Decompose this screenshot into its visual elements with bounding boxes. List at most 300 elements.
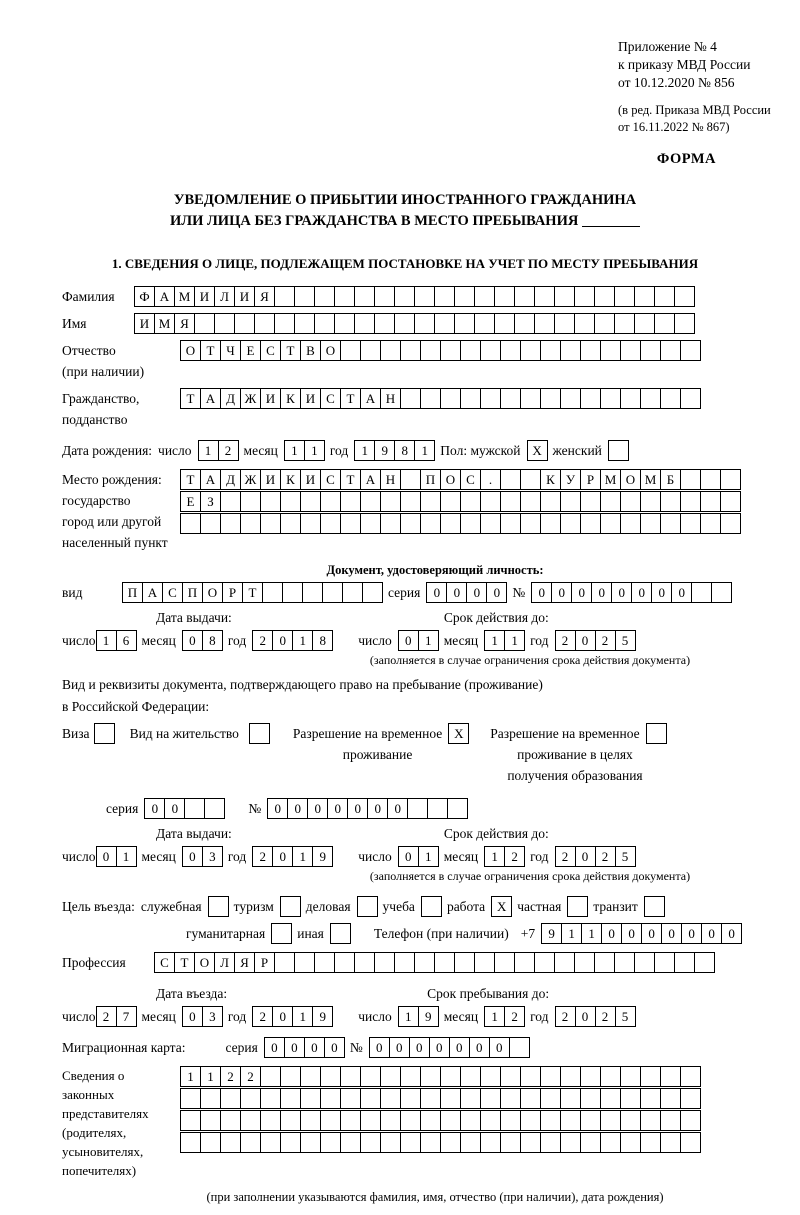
citizenship-cell[interactable]: Ж: [240, 388, 261, 409]
permit-number-cell[interactable]: 0: [387, 798, 408, 819]
birthplace-2-cell[interactable]: [440, 491, 461, 512]
doc-issue-year-cell[interactable]: 8: [312, 630, 333, 651]
sex-male-cell[interactable]: X: [527, 440, 548, 461]
patronymic-cell[interactable]: [360, 340, 381, 361]
profession-cell[interactable]: [314, 952, 335, 973]
entry-year-cell[interactable]: 2: [252, 1006, 273, 1027]
name-cell[interactable]: [394, 313, 415, 334]
birthplace-1-cell[interactable]: Д: [220, 469, 241, 490]
permit-valid-month-input[interactable]: [484, 846, 524, 867]
birthplace-row-1[interactable]: [180, 469, 740, 490]
surname-cell[interactable]: М: [174, 286, 195, 307]
name-cell[interactable]: [314, 313, 335, 334]
surname-cell[interactable]: [294, 286, 315, 307]
rep-2-cell[interactable]: [420, 1088, 441, 1109]
birthplace-3-cell[interactable]: [480, 513, 501, 534]
name-cell[interactable]: [654, 313, 675, 334]
rep-1-cell[interactable]: [680, 1066, 701, 1087]
rep-3-cell[interactable]: [620, 1110, 641, 1131]
rep-3-cell[interactable]: [420, 1110, 441, 1131]
permit-issue-year-cell[interactable]: 2: [252, 846, 273, 867]
surname-cell[interactable]: [614, 286, 635, 307]
permit-number-cell[interactable]: [447, 798, 468, 819]
name-cell[interactable]: [534, 313, 555, 334]
citizenship-cell[interactable]: [540, 388, 561, 409]
birthplace-1-cell[interactable]: Т: [340, 469, 361, 490]
birthplace-2-cell[interactable]: [260, 491, 281, 512]
patronymic-cell[interactable]: В: [300, 340, 321, 361]
rep-2-cell[interactable]: [380, 1088, 401, 1109]
birthplace-row-2[interactable]: [180, 491, 740, 512]
rep-1-cell[interactable]: [300, 1066, 321, 1087]
citizenship-cell[interactable]: [640, 388, 661, 409]
surname-cell[interactable]: [414, 286, 435, 307]
profession-cell[interactable]: [494, 952, 515, 973]
permit-valid-year-cell[interactable]: 0: [575, 846, 596, 867]
birthplace-1-cell[interactable]: И: [300, 469, 321, 490]
birthplace-2-cell[interactable]: [600, 491, 621, 512]
doc-type-input[interactable]: [122, 582, 382, 603]
rep-2-cell[interactable]: [300, 1088, 321, 1109]
patronymic-cell[interactable]: [620, 340, 641, 361]
name-cell[interactable]: И: [134, 313, 155, 334]
stay-year-cell[interactable]: 2: [595, 1006, 616, 1027]
entry-day-cell[interactable]: 2: [96, 1006, 117, 1027]
profession-cell[interactable]: Я: [234, 952, 255, 973]
rep-1-cell[interactable]: [500, 1066, 521, 1087]
phone-input[interactable]: [541, 923, 741, 944]
rep-3-cell[interactable]: [460, 1110, 481, 1131]
permit-number-cell[interactable]: [427, 798, 448, 819]
surname-cell[interactable]: [454, 286, 475, 307]
birthplace-2-cell[interactable]: [340, 491, 361, 512]
birthplace-2-cell[interactable]: [380, 491, 401, 512]
rep-2-cell[interactable]: [200, 1088, 221, 1109]
patronymic-cell[interactable]: [380, 340, 401, 361]
rep-3-cell[interactable]: [360, 1110, 381, 1131]
name-cell[interactable]: [494, 313, 515, 334]
rep-3-cell[interactable]: [640, 1110, 661, 1131]
citizenship-cell[interactable]: [480, 388, 501, 409]
rep-3-cell[interactable]: [400, 1110, 421, 1131]
birthplace-1-cell[interactable]: Р: [580, 469, 601, 490]
rep-1-cell[interactable]: [520, 1066, 541, 1087]
surname-cell[interactable]: [654, 286, 675, 307]
doc-type-cell[interactable]: Р: [222, 582, 243, 603]
birth-day-cell[interactable]: 1: [198, 440, 219, 461]
sex-male-checkbox[interactable]: [527, 440, 547, 461]
birthplace-2-cell[interactable]: [700, 491, 721, 512]
permit-valid-day-input[interactable]: [398, 846, 438, 867]
rep-1-cell[interactable]: [620, 1066, 641, 1087]
doc-type-cell[interactable]: [302, 582, 323, 603]
purpose-checkbox-0[interactable]: [208, 896, 229, 917]
stay-day-cell[interactable]: 9: [418, 1006, 439, 1027]
birthplace-2-cell[interactable]: [220, 491, 241, 512]
rep-4-cell[interactable]: [500, 1132, 521, 1153]
birthplace-3-cell[interactable]: [560, 513, 581, 534]
rep-3-cell[interactable]: [280, 1110, 301, 1131]
doc-valid-month-cell[interactable]: 1: [484, 630, 505, 651]
permit-issue-year-cell[interactable]: 0: [272, 846, 293, 867]
rep-1-cell[interactable]: 1: [180, 1066, 201, 1087]
name-cell[interactable]: [374, 313, 395, 334]
permit-valid-month-cell[interactable]: 2: [504, 846, 525, 867]
rep-3-cell[interactable]: [480, 1110, 501, 1131]
patronymic-cell[interactable]: Т: [280, 340, 301, 361]
birth-month-cell[interactable]: 1: [304, 440, 325, 461]
patronymic-cell[interactable]: [540, 340, 561, 361]
profession-cell[interactable]: [394, 952, 415, 973]
birthplace-3-cell[interactable]: [360, 513, 381, 534]
birthplace-3-cell[interactable]: [580, 513, 601, 534]
doc-issue-day-cell[interactable]: 1: [96, 630, 117, 651]
profession-cell[interactable]: [534, 952, 555, 973]
rep-row-4[interactable]: [180, 1132, 700, 1153]
doc-number-cell[interactable]: 0: [631, 582, 652, 603]
phone-cell[interactable]: 0: [641, 923, 662, 944]
doc-issue-month-cell[interactable]: 0: [182, 630, 203, 651]
permit-number-cell[interactable]: 0: [347, 798, 368, 819]
purpose2-checkbox-0[interactable]: [271, 923, 292, 944]
birthplace-2-cell[interactable]: [400, 491, 421, 512]
name-cell[interactable]: [614, 313, 635, 334]
rep-1-cell[interactable]: [560, 1066, 581, 1087]
citizenship-cell[interactable]: Д: [220, 388, 241, 409]
rep-2-cell[interactable]: [480, 1088, 501, 1109]
birthplace-1-cell[interactable]: [680, 469, 701, 490]
doc-number-cell[interactable]: 0: [611, 582, 632, 603]
surname-input[interactable]: [134, 286, 694, 307]
profession-input[interactable]: [154, 952, 714, 973]
birthplace-3-cell[interactable]: [500, 513, 521, 534]
birthplace-3-cell[interactable]: [460, 513, 481, 534]
phone-cell[interactable]: 1: [561, 923, 582, 944]
birthplace-2-cell[interactable]: [560, 491, 581, 512]
rep-1-cell[interactable]: [320, 1066, 341, 1087]
birthplace-3-cell[interactable]: [420, 513, 441, 534]
patronymic-cell[interactable]: [440, 340, 461, 361]
name-cell[interactable]: [474, 313, 495, 334]
rep-row-1[interactable]: [180, 1066, 700, 1087]
birthplace-3-cell[interactable]: [180, 513, 201, 534]
birthplace-3-cell[interactable]: [280, 513, 301, 534]
citizenship-cell[interactable]: [520, 388, 541, 409]
citizenship-cell[interactable]: И: [260, 388, 281, 409]
surname-cell[interactable]: [674, 286, 695, 307]
purpose-checkbox-2[interactable]: [357, 896, 378, 917]
rep-4-cell[interactable]: [260, 1132, 281, 1153]
rep-row-3[interactable]: [180, 1110, 700, 1131]
mc-number-cell[interactable]: 0: [389, 1037, 410, 1058]
rep-4-cell[interactable]: [440, 1132, 461, 1153]
birthplace-2-cell[interactable]: [540, 491, 561, 512]
rep-3-cell[interactable]: [540, 1110, 561, 1131]
phone-cell[interactable]: 0: [601, 923, 622, 944]
permit-number-cell[interactable]: 0: [367, 798, 388, 819]
birthplace-1-cell[interactable]: А: [360, 469, 381, 490]
name-input[interactable]: [134, 313, 694, 334]
doc-series-input[interactable]: [426, 582, 506, 603]
patronymic-cell[interactable]: О: [180, 340, 201, 361]
rep-4-cell[interactable]: [420, 1132, 441, 1153]
birthplace-1-cell[interactable]: А: [200, 469, 221, 490]
stay-month-cell[interactable]: 2: [504, 1006, 525, 1027]
birthplace-3-cell[interactable]: [380, 513, 401, 534]
birthplace-3-cell[interactable]: [200, 513, 221, 534]
surname-cell[interactable]: И: [194, 286, 215, 307]
patronymic-cell[interactable]: [600, 340, 621, 361]
citizenship-cell[interactable]: [420, 388, 441, 409]
permit-series-input[interactable]: [144, 798, 224, 819]
permit-issue-month-input[interactable]: [182, 846, 222, 867]
rep-2-cell[interactable]: [660, 1088, 681, 1109]
rep-1-cell[interactable]: [460, 1066, 481, 1087]
profession-cell[interactable]: [294, 952, 315, 973]
rep-3-cell[interactable]: [320, 1110, 341, 1131]
doc-valid-day-input[interactable]: [398, 630, 438, 651]
doc-series-cell[interactable]: 0: [426, 582, 447, 603]
birth-day-input[interactable]: [198, 440, 238, 461]
patronymic-cell[interactable]: Ч: [220, 340, 241, 361]
rep-4-cell[interactable]: [480, 1132, 501, 1153]
birth-year-cell[interactable]: 9: [374, 440, 395, 461]
birthplace-3-cell[interactable]: [440, 513, 461, 534]
surname-cell[interactable]: [314, 286, 335, 307]
doc-valid-day-cell[interactable]: 0: [398, 630, 419, 651]
doc-valid-month-input[interactable]: [484, 630, 524, 651]
entry-day-input[interactable]: [96, 1006, 136, 1027]
birthplace-2-cell[interactable]: [520, 491, 541, 512]
mc-number-cell[interactable]: 0: [469, 1037, 490, 1058]
citizenship-cell[interactable]: [660, 388, 681, 409]
purpose-checkbox-6[interactable]: [644, 896, 665, 917]
permit-number-input[interactable]: [267, 798, 467, 819]
rep-2-cell[interactable]: [240, 1088, 261, 1109]
mc-series-cell[interactable]: 0: [324, 1037, 345, 1058]
permit-issue-year-cell[interactable]: 9: [312, 846, 333, 867]
visa-cell[interactable]: [94, 723, 115, 744]
name-cell[interactable]: [234, 313, 255, 334]
rep-1-cell[interactable]: [360, 1066, 381, 1087]
birthplace-3-cell[interactable]: [600, 513, 621, 534]
birth-year-input[interactable]: [354, 440, 434, 461]
rep-3-cell[interactable]: [180, 1110, 201, 1131]
permit-series-cell[interactable]: [184, 798, 205, 819]
doc-number-cell[interactable]: 0: [671, 582, 692, 603]
rep-3-cell[interactable]: [440, 1110, 461, 1131]
birthplace-1-cell[interactable]: М: [640, 469, 661, 490]
rep-2-cell[interactable]: [540, 1088, 561, 1109]
rep-3-cell[interactable]: [680, 1110, 701, 1131]
sex-female-cell[interactable]: [608, 440, 629, 461]
doc-issue-month-cell[interactable]: 8: [202, 630, 223, 651]
patronymic-cell[interactable]: [480, 340, 501, 361]
birthplace-1-cell[interactable]: П: [420, 469, 441, 490]
rep-3-cell[interactable]: [560, 1110, 581, 1131]
profession-cell[interactable]: С: [154, 952, 175, 973]
birthplace-1-cell[interactable]: С: [460, 469, 481, 490]
mc-number-cell[interactable]: 0: [449, 1037, 470, 1058]
birthplace-3-cell[interactable]: [660, 513, 681, 534]
citizenship-cell[interactable]: И: [300, 388, 321, 409]
rep-1-cell[interactable]: [580, 1066, 601, 1087]
stay-year-cell[interactable]: 2: [555, 1006, 576, 1027]
purpose2-checkbox-1[interactable]: [330, 923, 351, 944]
rep-4-cell[interactable]: [200, 1132, 221, 1153]
doc-valid-year-input[interactable]: [555, 630, 635, 651]
stay-year-cell[interactable]: 0: [575, 1006, 596, 1027]
doc-issue-month-input[interactable]: [182, 630, 222, 651]
doc-type-cell[interactable]: [322, 582, 343, 603]
rep-1-cell[interactable]: [440, 1066, 461, 1087]
visa-checkbox[interactable]: [94, 723, 114, 744]
doc-series-cell[interactable]: 0: [446, 582, 467, 603]
birthplace-3-cell[interactable]: [520, 513, 541, 534]
surname-cell[interactable]: [274, 286, 295, 307]
profession-cell[interactable]: Т: [174, 952, 195, 973]
birthplace-1-cell[interactable]: [720, 469, 741, 490]
patronymic-cell[interactable]: [500, 340, 521, 361]
rep-4-cell[interactable]: [560, 1132, 581, 1153]
doc-series-cell[interactable]: 0: [486, 582, 507, 603]
doc-type-cell[interactable]: Т: [242, 582, 263, 603]
migration-series-input[interactable]: [264, 1037, 344, 1058]
patronymic-cell[interactable]: [560, 340, 581, 361]
rep-2-cell[interactable]: [400, 1088, 421, 1109]
rep-1-cell[interactable]: [420, 1066, 441, 1087]
surname-cell[interactable]: [554, 286, 575, 307]
profession-cell[interactable]: [654, 952, 675, 973]
doc-type-cell[interactable]: П: [122, 582, 143, 603]
birthplace-1-cell[interactable]: О: [440, 469, 461, 490]
rep-4-cell[interactable]: [580, 1132, 601, 1153]
birthplace-1-cell[interactable]: .: [480, 469, 501, 490]
rep-1-cell[interactable]: 1: [200, 1066, 221, 1087]
doc-type-cell[interactable]: О: [202, 582, 223, 603]
profession-cell[interactable]: [634, 952, 655, 973]
permit-number-cell[interactable]: 0: [327, 798, 348, 819]
citizenship-cell[interactable]: [500, 388, 521, 409]
rep-3-cell[interactable]: [260, 1110, 281, 1131]
rep-4-cell[interactable]: [320, 1132, 341, 1153]
patronymic-cell[interactable]: С: [260, 340, 281, 361]
birthplace-2-cell[interactable]: [460, 491, 481, 512]
permit-series-cell[interactable]: [204, 798, 225, 819]
birthplace-1-cell[interactable]: М: [600, 469, 621, 490]
entry-year-input[interactable]: [252, 1006, 332, 1027]
patronymic-cell[interactable]: [340, 340, 361, 361]
rep-3-cell[interactable]: [660, 1110, 681, 1131]
doc-type-cell[interactable]: С: [162, 582, 183, 603]
mc-series-cell[interactable]: 0: [264, 1037, 285, 1058]
birthplace-2-cell[interactable]: [720, 491, 741, 512]
profession-cell[interactable]: [434, 952, 455, 973]
birthplace-2-cell[interactable]: [280, 491, 301, 512]
birthplace-2-cell[interactable]: [580, 491, 601, 512]
birthplace-2-cell[interactable]: [320, 491, 341, 512]
rep-3-cell[interactable]: [340, 1110, 361, 1131]
doc-number-cell[interactable]: [691, 582, 712, 603]
birthplace-2-cell[interactable]: [360, 491, 381, 512]
rep-4-cell[interactable]: [620, 1132, 641, 1153]
stay-year-input[interactable]: [555, 1006, 635, 1027]
surname-cell[interactable]: Ф: [134, 286, 155, 307]
birthplace-3-cell[interactable]: [300, 513, 321, 534]
profession-cell[interactable]: [414, 952, 435, 973]
permit-issue-day-cell[interactable]: 1: [116, 846, 137, 867]
patronymic-cell[interactable]: [680, 340, 701, 361]
rep-2-cell[interactable]: [520, 1088, 541, 1109]
rep-4-cell[interactable]: [680, 1132, 701, 1153]
doc-type-cell[interactable]: П: [182, 582, 203, 603]
rep-4-cell[interactable]: [640, 1132, 661, 1153]
entry-month-cell[interactable]: 0: [182, 1006, 203, 1027]
citizenship-cell[interactable]: А: [200, 388, 221, 409]
surname-cell[interactable]: Я: [254, 286, 275, 307]
doc-type-cell[interactable]: [262, 582, 283, 603]
birthplace-3-cell[interactable]: [320, 513, 341, 534]
birthplace-3-cell[interactable]: [240, 513, 261, 534]
citizenship-cell[interactable]: [400, 388, 421, 409]
birthplace-2-cell[interactable]: Е: [180, 491, 201, 512]
birthplace-2-cell[interactable]: [620, 491, 641, 512]
name-cell[interactable]: [274, 313, 295, 334]
birthplace-2-cell[interactable]: [640, 491, 661, 512]
doc-number-cell[interactable]: 0: [551, 582, 572, 603]
surname-cell[interactable]: [394, 286, 415, 307]
edu-permit-cell[interactable]: [646, 723, 667, 744]
birthplace-row-3[interactable]: [180, 513, 740, 534]
stay-day-input[interactable]: [398, 1006, 438, 1027]
citizenship-cell[interactable]: [680, 388, 701, 409]
birth-month-cell[interactable]: 1: [284, 440, 305, 461]
rep-3-cell[interactable]: [240, 1110, 261, 1131]
rep-1-cell[interactable]: [660, 1066, 681, 1087]
birthplace-2-cell[interactable]: [480, 491, 501, 512]
doc-number-cell[interactable]: 0: [571, 582, 592, 603]
surname-cell[interactable]: [534, 286, 555, 307]
citizenship-cell[interactable]: Т: [180, 388, 201, 409]
rep-2-cell[interactable]: [580, 1088, 601, 1109]
rep-4-cell[interactable]: [340, 1132, 361, 1153]
patronymic-cell[interactable]: [520, 340, 541, 361]
citizenship-cell[interactable]: [460, 388, 481, 409]
name-cell[interactable]: [434, 313, 455, 334]
profession-cell[interactable]: [274, 952, 295, 973]
citizenship-cell[interactable]: [440, 388, 461, 409]
rep-2-cell[interactable]: [260, 1088, 281, 1109]
patronymic-cell[interactable]: [460, 340, 481, 361]
birthplace-3-cell[interactable]: [700, 513, 721, 534]
doc-number-cell[interactable]: 0: [651, 582, 672, 603]
mc-series-cell[interactable]: 0: [284, 1037, 305, 1058]
entry-day-cell[interactable]: 7: [116, 1006, 137, 1027]
surname-cell[interactable]: Л: [214, 286, 235, 307]
birthplace-3-cell[interactable]: [620, 513, 641, 534]
doc-valid-year-cell[interactable]: 5: [615, 630, 636, 651]
rep-4-cell[interactable]: [380, 1132, 401, 1153]
surname-cell[interactable]: [374, 286, 395, 307]
birthplace-1-cell[interactable]: К: [540, 469, 561, 490]
migration-number-input[interactable]: [369, 1037, 529, 1058]
doc-issue-year-cell[interactable]: 1: [292, 630, 313, 651]
rep-4-cell[interactable]: [240, 1132, 261, 1153]
rep-row-2[interactable]: [180, 1088, 700, 1109]
permit-valid-year-cell[interactable]: 2: [595, 846, 616, 867]
permit-number-cell[interactable]: [407, 798, 428, 819]
birthplace-1-cell[interactable]: У: [560, 469, 581, 490]
